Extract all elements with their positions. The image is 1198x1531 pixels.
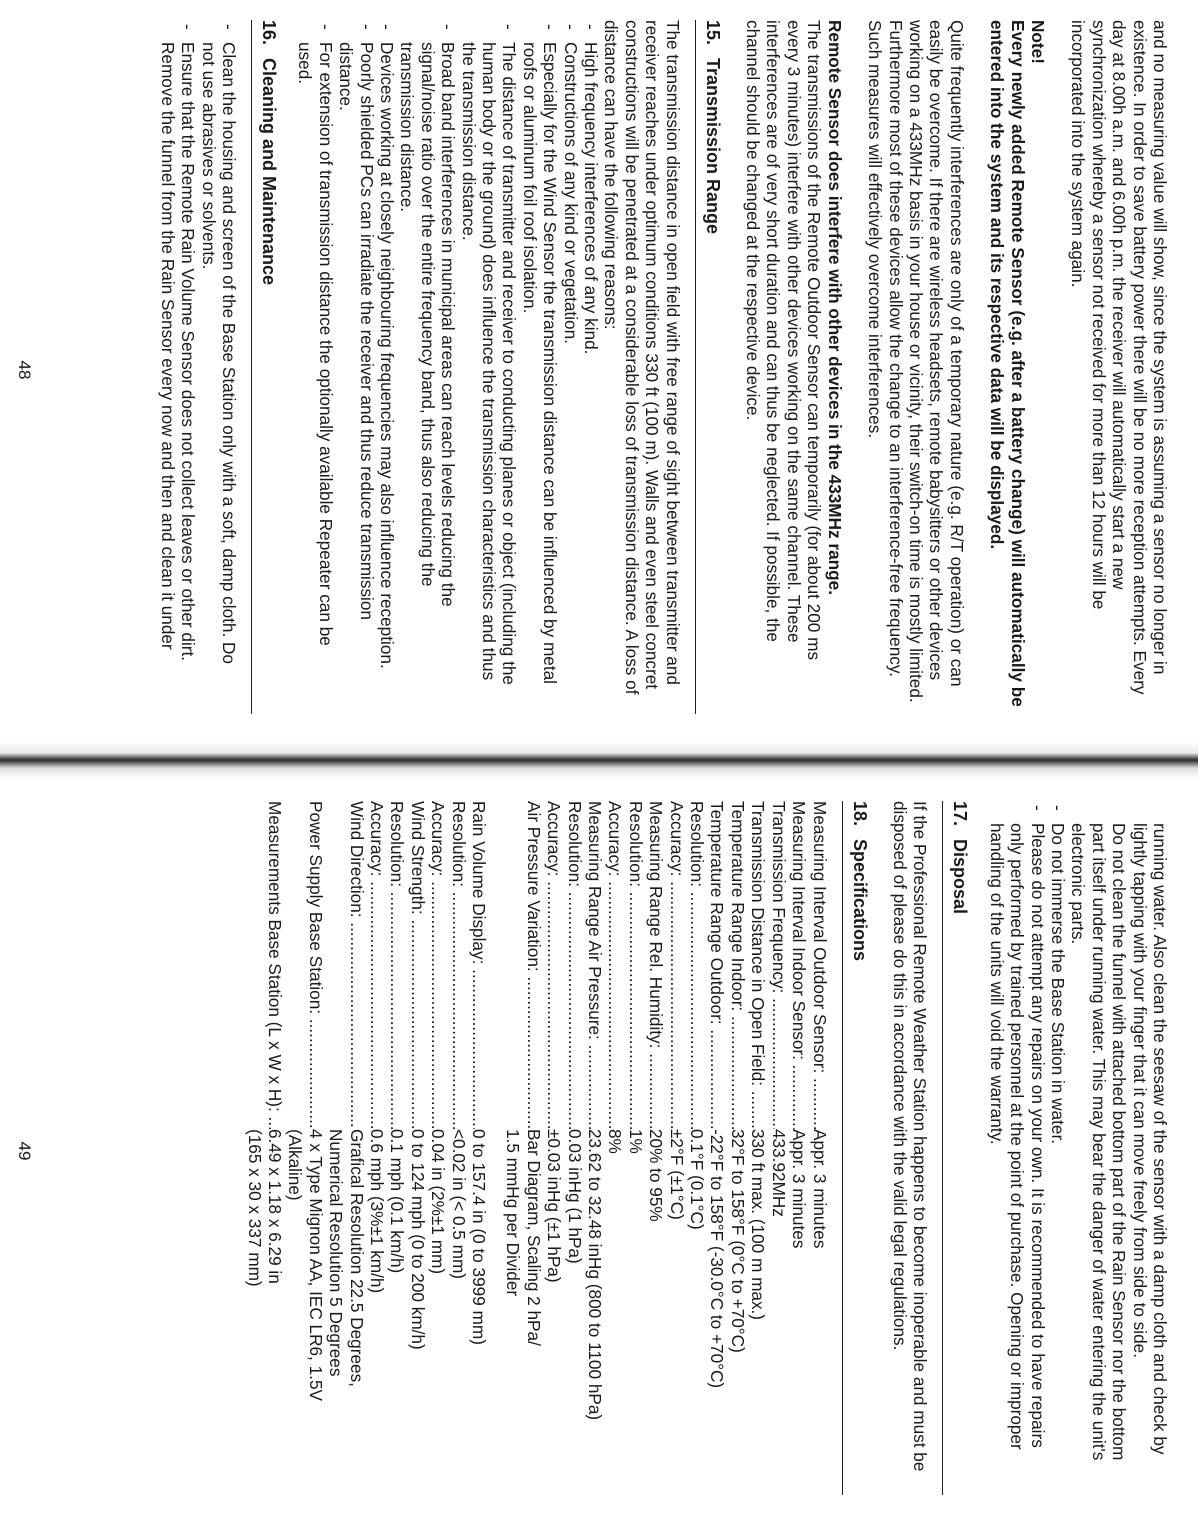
text-line: incorporated into the system again. [1068,20,1089,288]
spec-row [469,801,489,1495]
spec-row [646,801,666,1495]
list-item: human body or the ground) does influence the transmission characteristics and thus [479,42,500,681]
section-18-title: Specifications [849,839,870,962]
page-49 [0,771,1198,1531]
note-block [987,20,1048,714]
spec-row [367,801,387,1495]
spec-value: <0.02 in (< 0.5 mm) [448,1129,469,1279]
spec-row [768,801,788,1495]
spec-label: Resolution: ..... [448,801,468,1129]
text-line: disposed of please do this in accordance with the valid legal regulations. [889,801,910,1351]
spec-row [503,801,523,1495]
list-item: electronic parts. [1068,823,1089,945]
text-line: day at 8.00h a.m. and 6.00h p.m. the receiver will automatically start a new [1109,20,1130,590]
spec-value: Appr. 3 minutes [789,1129,810,1249]
spec-value: (165 x 30 x 337 mm) [244,1129,265,1287]
text-line: and no measuring value will show, since the system is assuming a sensor no longer in [1150,20,1170,675]
list-item: - Especially for the Wind Sensor the transmission distance can be influenced by metal [540,20,560,714]
spec-value: 6.49 x 1.18 x 6.29 in [264,1129,285,1284]
spec-value: 433.92MHz [768,1129,789,1217]
section-17-heading [942,801,970,1495]
intro-paragraph [1068,20,1170,714]
spec-label: Temperature Range Outdoor: ..... [707,801,727,1129]
text-line: working on a 433MHz basis in your house or vicinity, their switch-on time is mostly limited. [905,20,926,703]
spec-row [544,801,564,1495]
text-line: constructions will be penetrated at a considerable loss of transmission distance. A loss of [621,20,642,695]
spec-label: Measuring Range Rel. Humidity: ..... [646,801,666,1129]
spec-row [748,801,768,1495]
spec-row [523,801,543,1495]
list-item: Remove the funnel from the Rain Sensor every now and then and clean it under [157,42,178,650]
spec-label: Measuring Range Air Pressure: ..... [585,801,605,1129]
spec-value: 0.1 mph (0.1 km/h) [387,1129,408,1274]
spec-row [585,801,605,1495]
spec-value: (Alkaline) [285,1129,306,1201]
section-16-heading [251,20,279,714]
spec-label: Rain Volume Display: ..... [469,801,489,1129]
list-item: transmission distance. [397,42,418,213]
spec-value: 23.62 to 32.48 inHg (800 to 1100 hPa) [585,1129,606,1421]
list-item: distance. [336,42,357,111]
spec-label: Measurements Base Station (L x W x H): ..... [265,801,285,1129]
text-line: existence. In order to save battery power there will be no more reception attempts. Every [1129,20,1150,695]
spec-value: 20% to 95% [646,1129,667,1222]
spec-value: Numerical Resolution 5 Degrees [326,1129,347,1377]
section-17-number: 17. [950,801,971,827]
text-line: The transmission distance in open field with free range of sight between transmitter and [662,20,683,685]
spec-row [564,801,584,1495]
spec-row [687,801,707,1495]
spec-row [666,801,686,1495]
disposal-text [890,801,931,1495]
note-text: Every newly added Remote Sensor (e.g. after a battery change) will automatically be entered into the system and its respective data will be displayed. [987,20,1028,707]
spec-value: Appr. 3 minutes [809,1129,830,1249]
section-15-number: 15. [702,20,723,46]
spec-value: ±0.03 inHg (±1 hPa) [544,1129,565,1283]
text-line: interferences are of very short duration and can thus be neglected. If possible, the [763,20,784,642]
section-15-title: Transmission Range [702,58,723,235]
text-line: If the Professional Remote Weather Station happens to become inoperable and must be [910,801,931,1472]
spec-label: Transmission Distance in Open Field: ..... [748,801,768,1129]
list-item: roofs or aluminum foil roof isolation. [519,42,540,314]
list-item: - Broad band interferences in municipal areas can reach levels reducing the [438,20,458,714]
spec-value: 0.04 in (2%±1 mm) [428,1129,449,1275]
spec-label: Wind Strength: ..... [407,801,427,1129]
spec-label: Resolution: ..... [625,801,645,1129]
list-item: - Constructions of any kind or vegetation. [560,20,580,714]
list-item: - Please do not attempt any repairs on your own. It is recommended to have repairs [1027,801,1047,1495]
spec-value: Bar Diagram, Scaling 2 hPa/ [523,1129,544,1346]
page-number: 48 [15,360,34,380]
list-item: - The distance of transmitter and receiver to conducting planes or object (including the [499,20,519,714]
section-18-number: 18. [849,801,870,827]
spec-label: Wind Direction: ..... [346,801,366,1129]
text-line: synchronization whereby a sensor not received for more than 12 hours will be [1088,20,1109,610]
note-title: Note! [1027,20,1048,64]
spec-value: 4 x Type Mignon AA, IEC LR6, 1.5V [305,1129,326,1401]
section-16-title: Cleaning and Maintenance [258,58,279,286]
spec-value: 8% [605,1129,626,1154]
text-line: distance can have the following reasons: [601,20,622,330]
spec-label: Accuracy: ..... [544,801,564,1129]
spec-row [728,801,748,1495]
spec-label: Temperature Range Indoor: ..... [728,801,748,1129]
spec-row [789,801,809,1495]
spec-value: ±2°F (±1°C) [666,1129,687,1220]
list-item: Do not clean the funnel with attached bottom part of the Rain Sensor nor the bottom [1109,823,1130,1461]
text-line: easily be overcome. If there are wireless headsets, remote babysitters or other devices [926,20,947,681]
list-item: the transmission distance. [458,42,479,241]
text-line: channel should be changed at the respective device. [743,20,764,421]
spec-row [605,801,625,1495]
list-item: signal/noise ratio over the entire frequency band, thus also reducing the [417,42,438,587]
spec-label: Resolution: ..... [687,801,707,1129]
spec-label: Air Pressure Variation: ..... [523,801,543,1129]
section-15-heading [695,20,723,714]
list-item: part itself under running water. This may bear the danger of water entering the unit's [1088,823,1109,1461]
spec-row [326,801,346,1495]
spec-label: Accuracy: ..... [605,801,625,1129]
interference-paragraph [865,20,967,714]
list-item: running water. Also clean the seesaw of the sensor with a damp cloth and check by [1150,823,1170,1455]
spec-row [428,801,448,1495]
section-16-number: 16. [258,20,279,46]
list-item: - Poorly shielded PCs can irradiate the receiver and thus reduce transmission [356,20,376,714]
cleaning-list-continued [986,801,1170,1495]
spec-label: Accuracy: ..... [367,801,387,1129]
spec-label: Power Supply Base Station: ..... [305,801,325,1129]
cleaning-list [157,20,239,714]
spec-label: Measuring Interval Indoor Sensor: ..... [789,801,809,1129]
list-item: - High frequency interferences of any kind. [581,20,601,714]
list-item: - Do not immerse the Base Station in water. [1048,801,1068,1495]
spec-row [265,801,285,1495]
spec-row [244,801,264,1495]
text-line: Such measures will effectively overcome interferences. [865,20,886,439]
text-line: The transmissions of the Remote Outdoor Sensor can temporarily (for about 200 ms [804,20,825,661]
text-line: Furthermore most of these devices allow the change to an interference-free frequency. [885,20,906,677]
remote-text [743,20,825,714]
spec-row [448,801,468,1495]
list-item: - Ensure that the Remote Rain Volume Sensor does not collect leaves or other dirt. [178,20,198,714]
transmission-reasons-list [295,20,601,714]
spec-value: 1% [625,1129,646,1154]
spec-value: 0.03 inHg (1 hPa) [564,1129,585,1264]
text-line: every 3 minutes) interfere with other devices working on the same channel. These [783,20,804,643]
list-item: lightly tapping with your finger that it can move freely from side to side. [1129,823,1150,1358]
spec-value: 0.1°F (0.1°C) [687,1129,708,1230]
spec-label: Transmission Frequency: ..... [768,801,788,1129]
spec-label: Accuracy: ..... [666,801,686,1129]
list-item: - Devices working at closely neighbouring frequencies may also influence reception. [377,20,397,714]
spec-row [707,801,727,1495]
transmission-intro [601,20,683,714]
spec-label: Accuracy: ..... [428,801,448,1129]
spec-value: 32°F to 158°F (0°C to +70°C) [727,1129,748,1353]
list-item: only performed by trained personnel at the point of purchase. Opening or improper [1007,823,1028,1450]
page-48 [0,0,1198,750]
spec-value: 0 to 124 mph (0 to 200 km/h) [407,1129,428,1350]
list-item: used. [295,42,316,85]
specifications-table [244,801,829,1495]
spec-value: Grafical Resolution 22.5 Degrees, [346,1129,367,1387]
list-item: - For extension of transmission distance the optionally available Repeater can be [315,20,335,714]
text-line: Quite frequently interferences are only of a temporary nature (e.g. R/T operation) or can [946,20,967,687]
spec-value: 0 to 157.4 in (0 to 3999 mm) [469,1129,490,1345]
spec-value: 1.5 mmHg per Divider [503,1129,524,1297]
spec-row [346,801,366,1495]
spec-value: 330 ft max. (100 m max.) [748,1129,769,1321]
spec-row [407,801,427,1495]
spec-row [625,801,645,1495]
spec-row [305,801,325,1495]
page-number: 49 [15,1141,34,1161]
spec-value: 0.6 mph (3%±1 km/h) [367,1129,387,1294]
section-18-heading [842,801,870,1495]
remote-interference-block [743,20,845,714]
remote-heading: Remote Sensor does interfere with other devices in the 433MHz range. [824,20,845,595]
list-item: - Clean the housing and screen of the Base Station only with a soft, damp cloth. Do [219,20,239,714]
spec-label: Resolution: ..... [387,801,407,1129]
spec-spacer [489,801,503,1495]
spec-row [809,801,829,1495]
spec-label: Measuring Interval Outdoor Sensor: ..... [809,801,829,1129]
text-line: receiver reaches under optimum conditions 330 ft (100 m). Walls and even steel concret [642,20,663,690]
list-item: not use abrasives or solvents. [198,42,219,270]
spec-value: -22°F to 158°F (-30.0°C to +70°C) [707,1129,728,1389]
section-17-title: Disposal [950,839,971,915]
spec-label: Resolution: ..... [564,801,584,1129]
spec-row [387,801,407,1495]
list-item: handling of the units will void the warranty. [986,823,1007,1145]
spec-row [285,801,305,1495]
